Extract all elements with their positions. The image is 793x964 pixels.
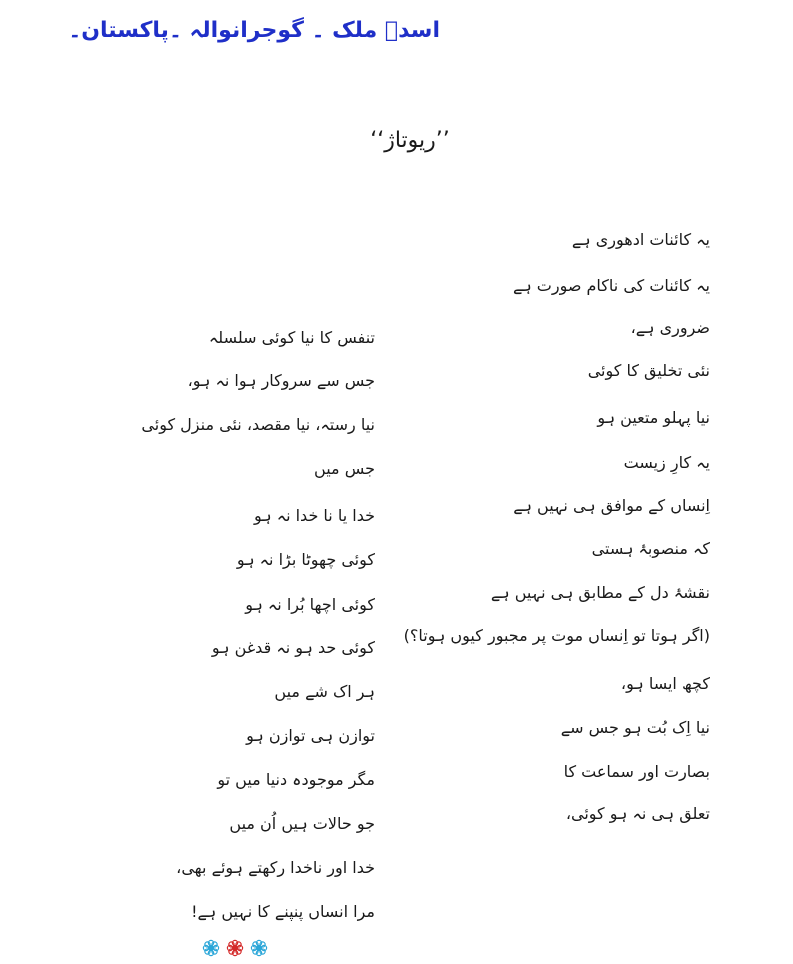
poem-line: نیا اِک بُت ہو جس سے <box>560 718 710 737</box>
poem-line: یہ کارِ زیست <box>623 453 710 472</box>
poem-line: تنفس کا نیا کوئی سلسلہ <box>208 328 375 347</box>
poem-line: خدا اور ناخدا رکھتے ہوئے بھی، <box>176 858 375 877</box>
poem-line: تعلق ہی نہ ہو کوئی، <box>565 804 710 823</box>
poem-line: کہ منصوبۂ ہستی <box>591 539 710 558</box>
poem-line: اِنساں کے موافق ہی نہیں ہے <box>513 496 710 515</box>
poem-line: کوئی چھوٹا بڑا نہ ہو <box>236 550 375 569</box>
poem-line: خدا یا نا خدا نہ ہو <box>253 506 375 525</box>
poem-column-right <box>380 0 710 962</box>
poem-line: یہ کائنات کی ناکام صورت ہے <box>512 276 710 295</box>
poem-line: کوئی حد ہو نہ قدغن ہو <box>211 638 375 657</box>
flower-icon <box>227 940 242 955</box>
poem-column-left <box>60 0 375 962</box>
poem-line: جو حالات ہیں اُن میں <box>229 814 375 833</box>
poem-line: یہ کائنات ادھوری ہے <box>571 230 710 249</box>
author-header: اسدؔ ملک ۔ گوجرانوالہ ۔پاکستان۔ <box>68 18 440 43</box>
poem-title: ’’ریوتاژ‘‘ <box>370 128 450 153</box>
poem-line: ضروری ہے، <box>630 318 710 337</box>
poem-line: نیا رستہ، نیا مقصد، نئی منزل کوئی <box>141 415 375 434</box>
poem-line: توازن ہی توازن ہو <box>246 726 375 745</box>
poem-line: جس میں <box>314 459 375 478</box>
poem-line: (اگر ہوتا تو اِنساں موت پر مجبور کیوں ہوتا؟) <box>403 626 710 645</box>
poem-line: نئی تخلیق کا کوئی <box>587 361 710 380</box>
poem-line: کچھ ایسا ہو، <box>620 674 710 693</box>
poem-line: مگر موجودہ دنیا میں تو <box>217 770 375 789</box>
flower-icon <box>251 940 266 955</box>
poem-line: جس سے سروکار ہوا نہ ہو، <box>187 371 375 390</box>
poem-line: بصارت اور سماعت کا <box>563 762 710 781</box>
poem-line: مرا انساں پنپنے کا نہیں ہے! <box>191 902 375 921</box>
poem-line: نقشۂ دل کے مطابق ہی نہیں ہے <box>490 583 710 602</box>
poem-line: نیا پہلو متعین ہو <box>597 408 710 427</box>
poem-line: ہر اک شے میں <box>274 682 375 701</box>
poem-line: کوئی اچھا بُرا نہ ہو <box>245 595 375 614</box>
flower-ornament-svg <box>200 936 280 960</box>
flower-ornaments <box>200 936 280 960</box>
flower-icon <box>203 940 218 955</box>
